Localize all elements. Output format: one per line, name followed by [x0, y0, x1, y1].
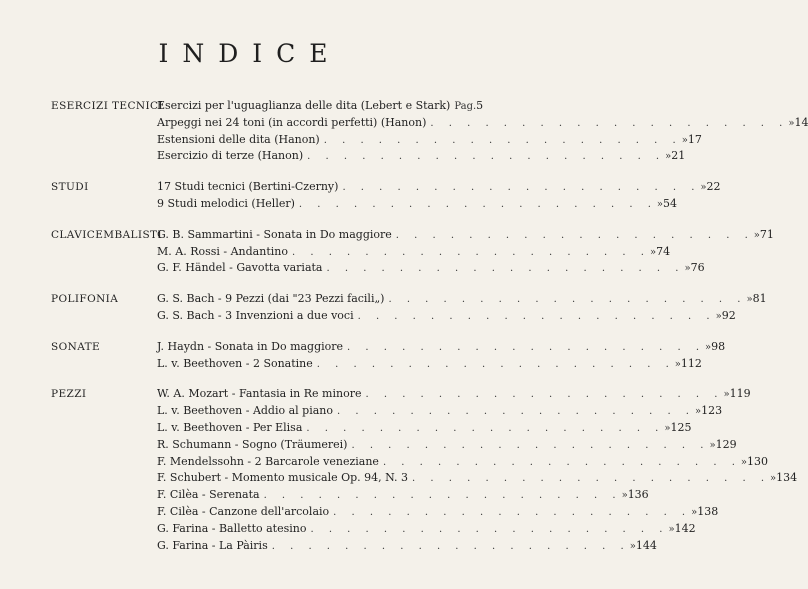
- section-pezzi: [51, 386, 798, 554]
- page-marker: »: [695, 406, 702, 418]
- toc-entry: [157, 179, 721, 196]
- toc-entry: [157, 148, 686, 165]
- leader-dots: . . . . . . . . . . . . . . . . . . . .: [316, 358, 675, 370]
- section-heading: SONATE: [51, 340, 101, 353]
- entry-title: F. Schubert - Momento musicale Op. 94, N. 3: [157, 471, 409, 485]
- toc-entry: [157, 487, 649, 504]
- entry-title: G. Farina - La Pàiris: [157, 538, 268, 552]
- section-heading: STUDI: [51, 181, 89, 194]
- section-entries: [157, 291, 767, 325]
- leader-dots: . . . . . . . . . . . . . . . . . . . .: [342, 182, 701, 194]
- table-of-contents: [51, 98, 808, 568]
- toc-entry: [157, 538, 657, 555]
- toc-entry: [157, 521, 696, 538]
- entry-title: L. v. Beethoven - Addio al piano: [157, 404, 334, 418]
- entry-title: L. v. Beethoven - Per Elisa: [157, 420, 303, 434]
- page-number: 119: [729, 387, 751, 401]
- page-number: 130: [747, 454, 769, 468]
- page-number: 5: [476, 99, 484, 112]
- leader-dots: . . . . . . . . . . . . . . . . . . . .: [333, 506, 692, 518]
- leader-dots: . . . . . . . . . . . . . . . . . . . .: [337, 406, 695, 418]
- page-marker: »: [723, 389, 730, 401]
- entry-title: G. B. Sammartini - Sonata in Do maggiore: [157, 227, 392, 241]
- toc-entry: [157, 260, 705, 277]
- entry-title: Esercizio di terze (Hanon): [157, 149, 304, 163]
- section-heading: POLIFONIA: [51, 293, 119, 306]
- page-marker: »: [753, 229, 760, 241]
- entry-title: G. Farina - Balletto atesino: [157, 521, 307, 535]
- page-marker: »: [668, 523, 675, 535]
- page-number: 98: [711, 339, 726, 353]
- page-number: 123: [701, 404, 723, 418]
- entry-title: G. F. Händel - Gavotta variata: [157, 261, 323, 275]
- section-studi: [51, 179, 721, 213]
- toc-entry: [157, 132, 702, 149]
- page-number: 129: [715, 437, 737, 451]
- leader-dots: . . . . . . . . . . . . . . . . . . . .: [382, 456, 741, 468]
- page-number: 142: [674, 521, 696, 535]
- toc-entry: [157, 403, 723, 420]
- toc-entry: [157, 308, 736, 325]
- toc-entry: [157, 356, 702, 373]
- entry-title: 9 Studi melodici (Heller): [157, 196, 295, 210]
- section-entries: [157, 179, 721, 213]
- section-heading: PEZZI: [51, 388, 87, 401]
- entry-title: L. v. Beethoven - 2 Sonatine: [157, 356, 313, 370]
- toc-entry: [157, 244, 671, 261]
- page-marker: Pag.: [454, 101, 477, 112]
- section-entries: [157, 98, 808, 165]
- page-number: 134: [776, 471, 798, 485]
- entry-title: F. Mendelssohn - 2 Barcarole veneziane: [157, 454, 379, 468]
- page-number: 21: [671, 149, 686, 163]
- entry-title: G. S. Bach - 9 Pezzi (dai "23 Pezzi facili„): [157, 292, 385, 306]
- leader-dots: . . . . . . . . . . . . . . . . . . . .: [271, 540, 630, 552]
- toc-entry: [157, 437, 737, 454]
- section-clavicembalisti: [51, 227, 774, 277]
- page-marker: »: [715, 310, 722, 322]
- page-marker: »: [665, 151, 672, 163]
- page-marker: »: [705, 341, 712, 353]
- entry-title: W. A. Mozart - Fantasia in Re minore: [157, 387, 362, 401]
- page-marker: »: [621, 490, 628, 502]
- page-marker: »: [770, 473, 777, 485]
- entry-title: 17 Studi tecnici (Bertini-Czerny): [157, 180, 339, 194]
- page-marker: »: [740, 456, 748, 468]
- entry-title: F. Cilèa - Canzone dell'arcolaio: [157, 504, 330, 518]
- leader-dots: . . . . . . . . . . . . . . . . . . . .: [347, 341, 706, 353]
- page-marker: »: [788, 117, 795, 129]
- leader-dots: . . . . . . . . . . . . . . . . . . . .: [263, 490, 622, 502]
- page-marker: »: [684, 263, 691, 275]
- page-number: 14: [794, 115, 808, 129]
- page-number: 74: [656, 244, 671, 258]
- section-entries: [157, 339, 726, 373]
- section-heading: ESERCIZI TECNICI: [51, 100, 164, 112]
- leader-dots: . . . . . . . . . . . . . . . . . . . .: [310, 523, 669, 535]
- leader-dots: . . . . . . . . . . . . . . . . . . . .: [365, 389, 724, 401]
- leader-dots: . . . . . . . . . . . . . . . . . . . .: [326, 263, 685, 275]
- leader-dots: . . . . . . . . . . . . . . . . . . . .: [351, 439, 710, 451]
- leader-dots: . . . . . . . . . . . . . . . . . . . .: [306, 422, 665, 434]
- toc-entry: [157, 420, 692, 437]
- section-polifonia: [51, 291, 767, 325]
- page-marker: »: [691, 506, 698, 518]
- page-number: 54: [663, 196, 678, 210]
- section-sonate: [51, 339, 726, 373]
- leader-dots: . . . . . . . . . . . . . . . . . . . .: [388, 294, 747, 306]
- page-number: 144: [635, 538, 657, 552]
- page-number: 81: [752, 292, 767, 306]
- page-title: INDICE: [158, 38, 342, 68]
- leader-dots: . . . . . . . . . . . . . . . . . . . .: [395, 229, 754, 241]
- page-marker: »: [629, 540, 636, 552]
- toc-entry: [157, 98, 484, 115]
- page-marker: »: [664, 422, 671, 434]
- entry-title: M. A. Rossi - Andantino: [157, 244, 288, 258]
- page-number: 22: [706, 180, 721, 194]
- page-number: 112: [680, 356, 702, 370]
- page-number: 92: [721, 308, 736, 322]
- section-heading: CLAVICEMBALISTI: [51, 228, 163, 241]
- page-number: 71: [759, 227, 774, 241]
- page-number: 125: [670, 420, 692, 434]
- leader-dots: . . . . . . . . . . . . . . . . . . . .: [412, 473, 771, 485]
- page-marker: »: [700, 182, 707, 194]
- entry-title: G. S. Bach - 3 Invenzioni a due voci: [157, 308, 354, 322]
- page-marker: »: [709, 439, 716, 451]
- leader-dots: . . . . . . . . . . . . . . . . . . . .: [357, 310, 716, 322]
- toc-entry: [157, 196, 678, 213]
- page-number: 76: [690, 261, 705, 275]
- page-marker: »: [746, 294, 753, 306]
- leader-dots: . . . . . . . . . . . . . . . . . . . .: [298, 198, 657, 210]
- section-entries: [157, 227, 774, 277]
- page-marker: »: [674, 358, 681, 370]
- page-marker: »: [656, 198, 664, 210]
- page-marker: »: [681, 134, 688, 146]
- entry-title: F. Cilèa - Serenata: [157, 488, 260, 502]
- toc-entry: [157, 504, 719, 521]
- toc-entry: [157, 115, 808, 132]
- entry-title: Estensioni delle dita (Hanon): [157, 132, 320, 146]
- toc-entry: [157, 339, 726, 356]
- toc-entry: [157, 291, 767, 308]
- leader-dots: . . . . . . . . . . . . . . . . . . . .: [291, 246, 650, 258]
- toc-entry: [157, 227, 774, 244]
- entry-title: J. Haydn - Sonata in Do maggiore: [157, 339, 344, 353]
- page-marker: »: [649, 246, 657, 258]
- leader-dots: . . . . . . . . . . . . . . . . . . . .: [323, 134, 682, 146]
- section-esercizi-tecnici: [51, 98, 808, 165]
- page-number: 138: [697, 504, 719, 518]
- toc-entry: [157, 386, 751, 403]
- entry-title: Arpeggi nei 24 toni (in accordi perfetti) (Hanon): [157, 115, 427, 129]
- entry-title: R. Schumann - Sogno (Träumerei): [157, 437, 348, 451]
- page-number: 136: [627, 488, 649, 502]
- page-number: 17: [687, 132, 702, 146]
- leader-dots: . . . . . . . . . . . . . . . . . . . .: [307, 151, 666, 163]
- section-entries: [157, 386, 798, 554]
- toc-entry: [157, 470, 798, 487]
- leader-dots: . . . . . . . . . . . . . . . . . . . .: [430, 117, 789, 129]
- entry-title: Esercizi per l'uguaglianza delle dita (Lebert e Stark): [157, 99, 451, 112]
- toc-entry: [157, 454, 769, 471]
